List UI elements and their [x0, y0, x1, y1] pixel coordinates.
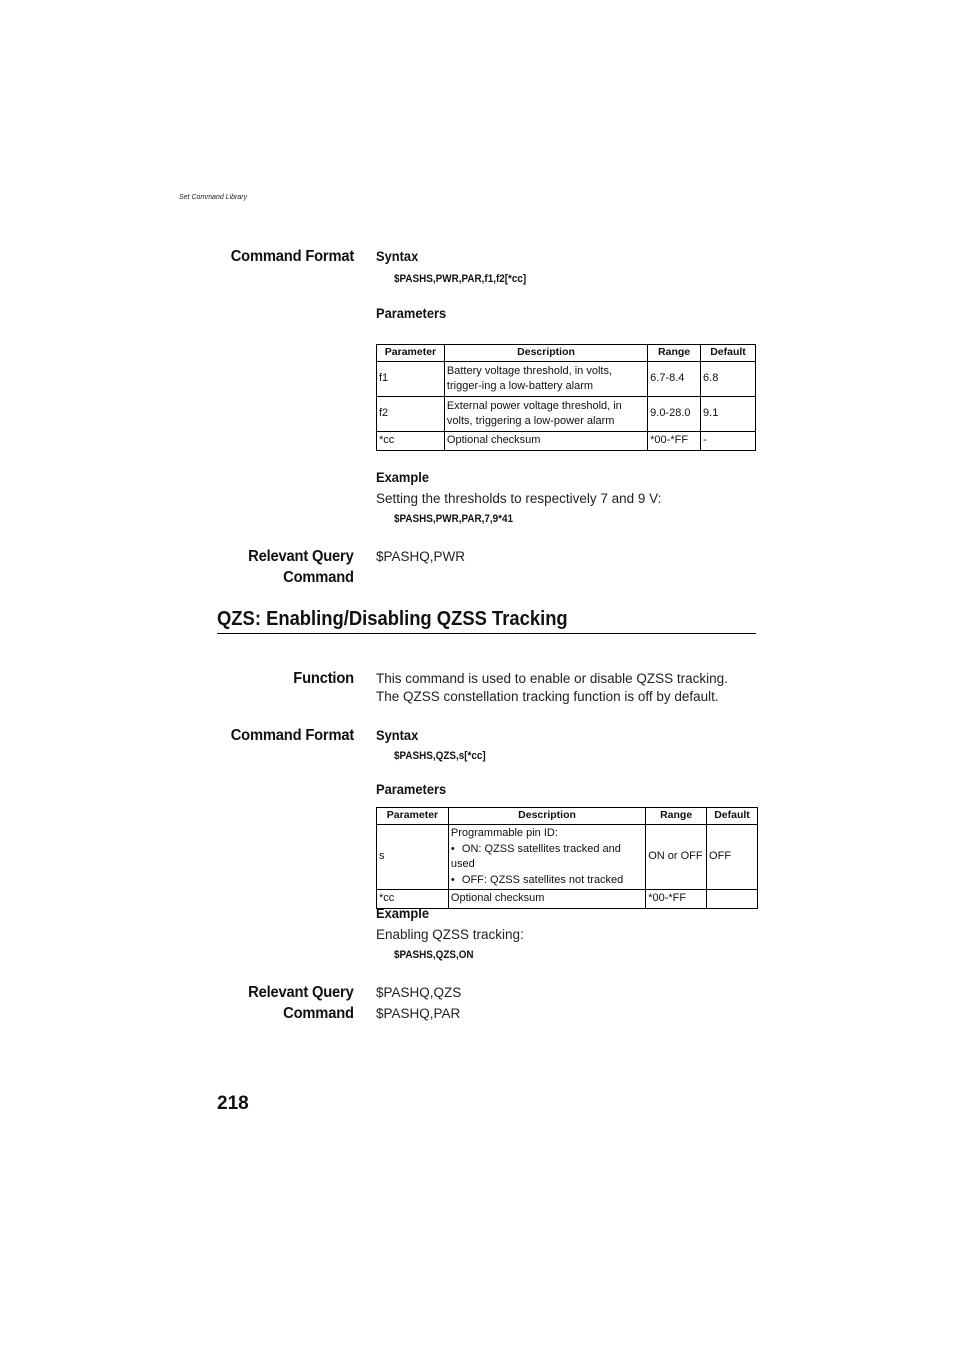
cell-description — [448, 825, 645, 890]
relevant-command: $PASHQ,PWR — [376, 549, 466, 564]
description-intro: Programmable pin ID: — [450, 827, 558, 839]
header-range: Range — [646, 808, 707, 825]
description-bullets — [451, 842, 643, 889]
relevant-query-heading: Relevant Query — [248, 984, 354, 1001]
header-default: Default — [701, 345, 756, 362]
pwr-parameters-table — [376, 344, 756, 451]
syntax-code: $PASHS,PWR,PAR,f1,f2[*cc] — [394, 273, 527, 285]
cell-default: - — [701, 432, 756, 451]
table-header-row — [377, 808, 758, 825]
example-code: $PASHS,QZS,ON — [394, 949, 474, 961]
syntax-heading: Syntax — [376, 248, 419, 264]
example-code: $PASHS,PWR,PAR,7,9*41 — [394, 513, 514, 525]
function-heading: Function — [293, 670, 354, 687]
list-item — [451, 842, 643, 873]
table-row — [377, 825, 758, 890]
cell-param: *cc — [377, 890, 449, 909]
cell-param: *cc — [377, 432, 445, 451]
function-text-line1: This command is used to enable or disable QZSS tracking. — [376, 671, 728, 686]
parameters-heading: Parameters — [376, 781, 447, 797]
header-parameter: Parameter — [377, 345, 445, 362]
function-text-line2: The QZSS constellation tracking function is off by default. — [376, 689, 719, 704]
cell-range: *00-*FF — [648, 432, 701, 451]
cell-default: 6.8 — [701, 362, 756, 397]
page-number: 218 — [217, 1093, 249, 1114]
header-parameter: Parameter — [377, 808, 449, 825]
syntax-heading: Syntax — [376, 727, 419, 743]
relevant-query-heading-cont: Command — [283, 569, 354, 586]
cell-range: 6.7-8.4 — [648, 362, 701, 397]
relevant-command: $PASHQ,PAR — [376, 1006, 461, 1021]
relevant-query-heading-cont: Command — [283, 1005, 354, 1022]
section-title-text: QZS: Enabling/Disabling QZSS Tracking — [217, 608, 568, 630]
cell-description: Optional checksum — [444, 432, 647, 451]
cell-param: f2 — [377, 397, 445, 432]
cell-default: OFF — [707, 825, 758, 890]
example-heading: Example — [376, 469, 429, 485]
header-description: Description — [444, 345, 647, 362]
header-description: Description — [448, 808, 645, 825]
example-text: Enabling QZSS tracking: — [376, 927, 524, 942]
bullet-text: OFF: QZSS satellites not tracked — [461, 873, 624, 886]
bullet-text: ON: QZSS satellites tracked and used — [450, 842, 621, 870]
cell-range: ON or OFF — [646, 825, 707, 890]
cell-description: Battery voltage threshold, in volts, trigger-ing a low-battery alarm — [444, 362, 647, 397]
cell-description: External power voltage threshold, in volts, triggering a low-power alarm — [444, 397, 647, 432]
cell-default — [707, 890, 758, 909]
cell-param: s — [377, 825, 449, 890]
table-row — [377, 362, 756, 397]
cell-range: *00-*FF — [646, 890, 707, 909]
section-title — [217, 606, 756, 634]
cell-default: 9.1 — [701, 397, 756, 432]
relevant-query-heading: Relevant Query — [248, 548, 354, 565]
table-header-row — [377, 345, 756, 362]
cell-param: f1 — [377, 362, 445, 397]
example-heading: Example — [376, 905, 429, 921]
example-text: Setting the thresholds to respectively 7 and 9 V: — [376, 491, 662, 506]
table-row — [377, 432, 756, 451]
header-range: Range — [648, 345, 701, 362]
cell-description: Optional checksum — [448, 890, 645, 909]
syntax-code: $PASHS,QZS,s[*cc] — [394, 750, 486, 762]
cell-range: 9.0-28.0 — [648, 397, 701, 432]
table-row — [377, 397, 756, 432]
command-format-heading: Command Format — [230, 248, 354, 265]
relevant-command: $PASHQ,QZS — [376, 985, 462, 1000]
list-item — [451, 873, 643, 889]
command-format-heading: Command Format — [230, 727, 354, 744]
table-row — [377, 890, 758, 909]
qzs-parameters-table — [376, 807, 758, 909]
parameters-heading: Parameters — [376, 305, 447, 321]
header-default: Default — [707, 808, 758, 825]
running-header: Set Command Library — [179, 194, 248, 201]
